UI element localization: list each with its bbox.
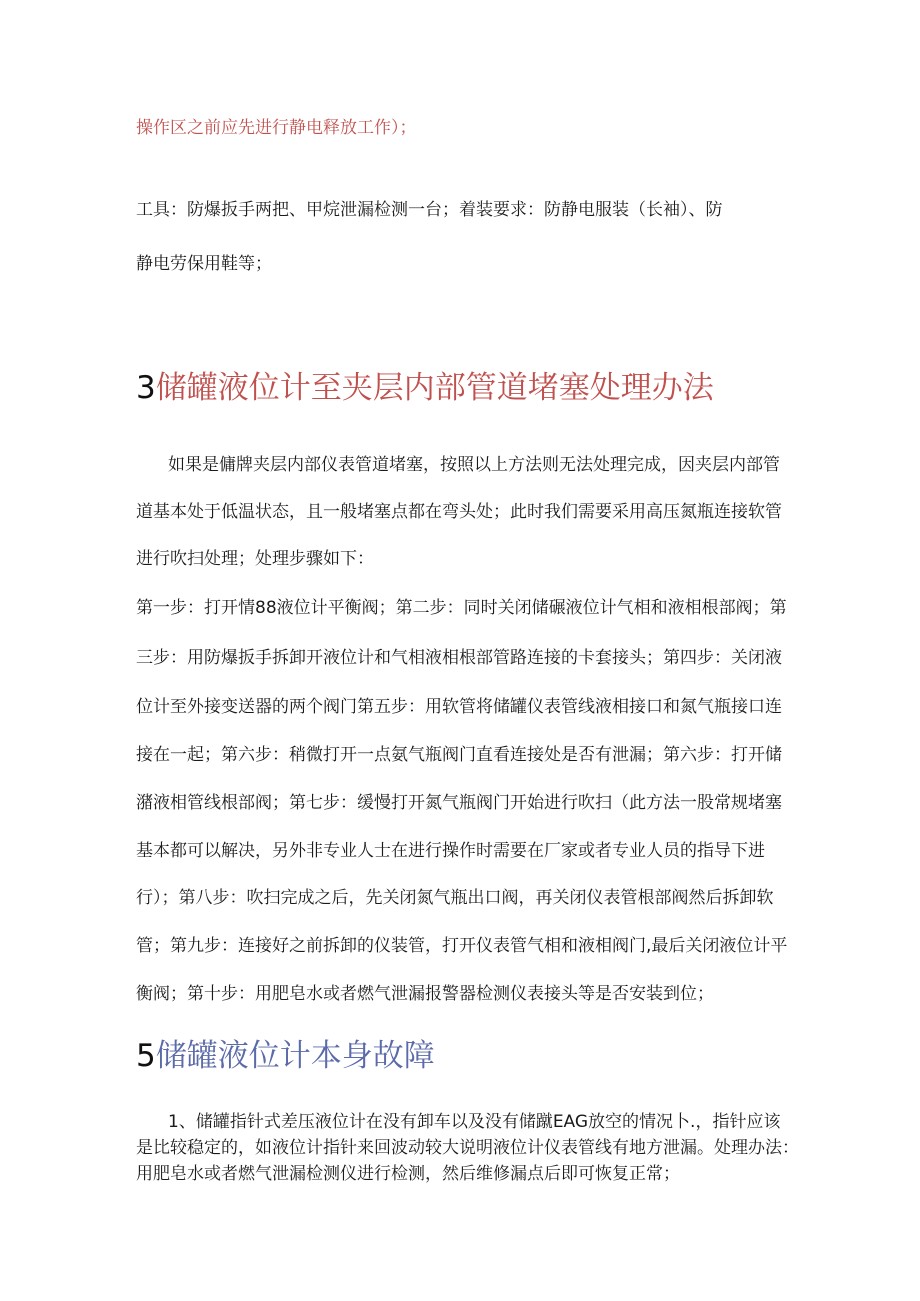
step-line: 管；第九步：连接好之前拆卸的仪装管，打开仪表管气相和液相阀门,最后关闭液位计平 bbox=[136, 936, 788, 956]
step-line: 三步：用防爆扳手拆卸开液位计和气相液相根部管路连接的卡套接头；第四步：关闭液 bbox=[136, 648, 782, 668]
paragraph-line: 用肥皂水或者燃气泄漏检测仪进行检测，然后维修漏点后即可恢复正常； bbox=[136, 1164, 680, 1184]
step-line: 行）；第八步：吹扫完成之后，先关闭氮气瓶出口阀，再关闭仪表管根部阀然后拆卸软 bbox=[136, 888, 774, 908]
paragraph-line: 进行吹扫处理；处理步骤如下： bbox=[136, 549, 374, 569]
heading-text: 储罐液位计至夹层内部管道堵塞处理办法 bbox=[155, 370, 714, 406]
step-line: 潴液相管线根部阀；第七步：缓慢打开氮气瓶阀门开始进行吹扫（此方法一股常规堵塞 bbox=[136, 793, 782, 813]
step-line: 接在一起；第六步：稍微打开一点氨气瓶阀门直看连接处是否有泄漏；第六步：打开储 bbox=[136, 745, 782, 765]
paragraph-line: 是比较稳定的，如液位计指针来回波动较大说明液位计仪表管线有地方泄漏。处理办法： bbox=[136, 1138, 799, 1158]
heading-text: 储罐液位计本身故障 bbox=[155, 1038, 435, 1074]
section-heading-3 bbox=[136, 368, 714, 408]
step-line: 第一步：打开情88液位计平衡阀；第二步：同时关闭储碾液位计气相和液相根部阀；第 bbox=[136, 598, 787, 618]
heading-number: 3 bbox=[136, 370, 156, 406]
step-line: 衡阀；第十步：用肥皂水或者燃气泄漏报警器检测仪表接头等是否安装到位； bbox=[136, 984, 714, 1004]
step-line: 基本都可以解决，另外非专业人士在进行操作时需要在厂家或者专业人员的指导下进 bbox=[136, 841, 765, 861]
tools-line: 工具：防爆扳手两把、甲烷泄漏检测一台；着装要求：防静电服装（长袖）、防 bbox=[136, 200, 723, 220]
heading-number: 5 bbox=[136, 1038, 156, 1074]
tools-line-cont: 静电劳保用鞋等； bbox=[136, 254, 272, 274]
paragraph-line: 道基本处于低温状态，且一般堵塞点都在弯头处；此时我们需要采用高压氮瓶连接软管 bbox=[136, 502, 782, 522]
section-heading-5 bbox=[136, 1036, 435, 1076]
text-line: 操作区之前应先进行静电释放工作）； bbox=[136, 118, 417, 138]
paragraph-line: 如果是傭牌夹层内部仪表管道堵塞，按照以上方法则无法处理完成，因夹层内部管 bbox=[168, 455, 780, 475]
paragraph-line: 1、储罐指针式差压液位计在没有卸车以及没有储蹴EAG放空的情况卜.，指针应该 bbox=[168, 1112, 781, 1132]
step-line: 位计至外接变送器的两个阀门第五步：用软管将储罐仪表管线液相接口和氮气瓶接口连 bbox=[136, 697, 782, 717]
